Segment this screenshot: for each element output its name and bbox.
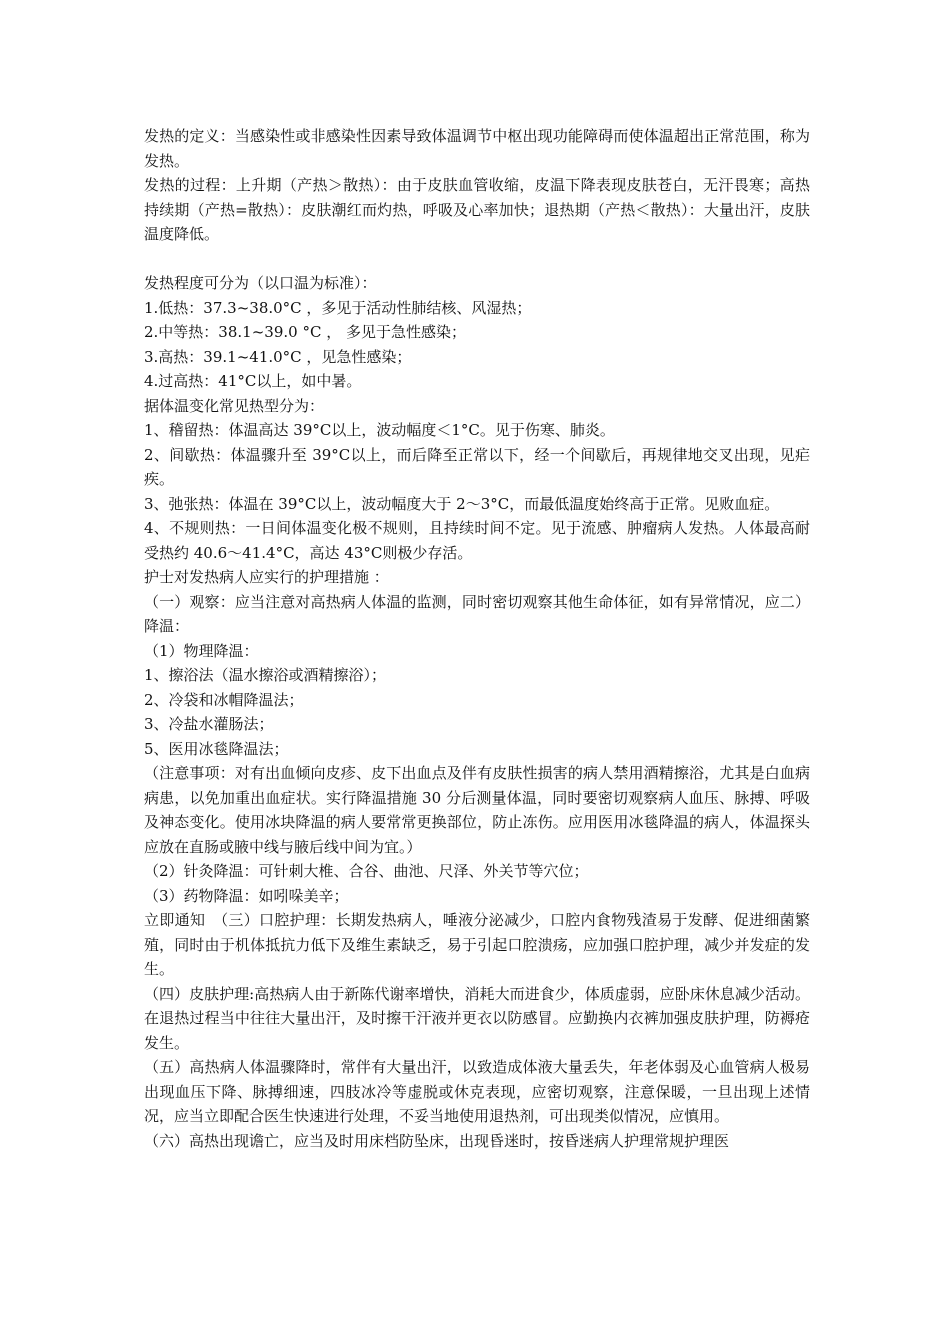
list-item-intermittent-fever: 2、间歇热：体温骤升至 39°C以上，而后降至正常以下，经一个间歇后，再规律地交叉出现，见疟疾。 — [144, 445, 810, 488]
paragraph-skin-care: （四）皮肤护理:高热病人由于新陈代谢率增快，消耗大而进食少，体质虚弱，应卧床休息减少活动。在退热过程当中往往大量出汗，及时擦干汗液并更衣以防感冒。应勤换内衣裤加强皮肤护理，防褥疮发生。 — [144, 984, 810, 1052]
list-item-high-fever: 3.高热：39.1~41.0°C ，见急性感染； — [144, 347, 412, 366]
paragraph-drug-cooling: （3）药物降温：如吲哚美辛； — [144, 886, 349, 905]
paragraph-nursing-measures-heading: 护士对发热病人应实行的护理措施 ： — [144, 568, 389, 586]
paragraph-temperature-drop: （五）高热病人体温骤降时，常伴有大量出汗，以致造成体液大量丢失，年老体弱及心血管病人极易出现血压下降、脉搏细速，四肢冰冷等虚脱或休克表现，应密切观察，注意保暖，一旦出现上述情况，应当立即配合医生快速进行处理，不妥当地使用退热剂，可出现类似情况，应慎用。 — [144, 1058, 810, 1125]
paragraph-delirium: （六）高热出现谵亡，应当及时用床档防坠床，出现昏迷时，按昏迷病人护理常规护理医 — [144, 1131, 730, 1150]
list-item-low-fever: 1.低热：37.3~38.0°C ，多见于活动性肺结核、风湿热； — [144, 298, 532, 317]
list-item-cooling-blanket: 5、医用冰毯降温法； — [144, 739, 289, 758]
document-body — [144, 124, 810, 1153]
paragraph-observation: （一）观察：应当注意对高热病人体温的监测，同时密切观察其他生命体征，如有异常情况，应二）降温： — [144, 592, 810, 635]
paragraph-fever-process: 发热的过程：上升期（产热＞散热）：由于皮肤血管收缩，皮温下降表现皮肤苍白，无汗畏寒；高热持续期（产热=散热）：皮肤潮红而灼热，呼吸及心率加快；退热期（产热＜散热）：大量出汗，皮肤温度降低。 — [144, 176, 810, 243]
paragraph-precautions: （注意事项：对有出血倾向皮疹、皮下出血点及伴有皮肤性损害的病人禁用酒精擦浴，尤其是白血病病患，以免加重出血症状。实行降温措施 30 分后测量体温，同时要密切观察病人血压、脉搏、呼吸及神态变化。使用冰块降温的病人要常常更换部位，防止冻伤。应用医用冰毯降温的病人，体温探头应放在直肠或腋中线与腋后线中间为宜。） — [144, 764, 810, 856]
list-item-irregular-fever: 4、不规则热：一日间体温变化极不规则，且持续时间不定。见于流感、肿瘤病人发热。人体最高耐受热约 40.6～41.4°C，高达 43°C则极少存活。 — [144, 519, 810, 562]
list-item-moderate-fever: 2.中等热：38.1~39.0 °C ， 多见于急性感染； — [144, 323, 466, 341]
paragraph-oral-care: 立即通知 （三）口腔护理：长期发热病人，唾液分泌减少，口腔内食物残渣易于发酵、促进细菌繁殖，同时由于机体抵抗力低下及维生素缺乏，易于引起口腔溃疡，应加强口腔护理，减少并发症的发生。 — [144, 911, 810, 978]
list-item-remittent-fever: 3、弛张热：体温在 39°C以上，波动幅度大于 2～3°C，而最低温度始终高于正常。见败血症。 — [144, 494, 780, 513]
list-item-cold-pack: 2、冷袋和冰帽降温法； — [144, 690, 304, 709]
paragraph-fever-degree-heading: 发热程度可分为（以口温为标准）： — [144, 274, 377, 292]
paragraph-fever-definition: 发热的定义：当感染性或非感染性因素导致体温调节中枢出现功能障碍而使体温超出正常范围，称为发热。 — [144, 127, 810, 170]
blank-line — [144, 247, 810, 272]
list-item-hyperpyrexia: 4.过高热：41°C以上，如中暑。 — [144, 372, 362, 390]
paragraph-physical-cooling-heading: （1）物理降温： — [144, 641, 259, 660]
list-item-sponge-bath: 1、擦浴法（温水擦浴或酒精擦浴）； — [144, 666, 387, 684]
paragraph-fever-types-heading: 据体温变化常见热型分为： — [144, 396, 325, 415]
paragraph-acupuncture-cooling: （2）针灸降温：可针刺大椎、合谷、曲池、尺泽、外关节等穴位； — [144, 862, 589, 880]
list-item-cold-saline-enema: 3、冷盐水灌肠法； — [144, 715, 274, 733]
list-item-continued-fever: 1、稽留热：体温高达 39°C以上，波动幅度＜1°C。见于伤寒、肺炎。 — [144, 421, 615, 439]
